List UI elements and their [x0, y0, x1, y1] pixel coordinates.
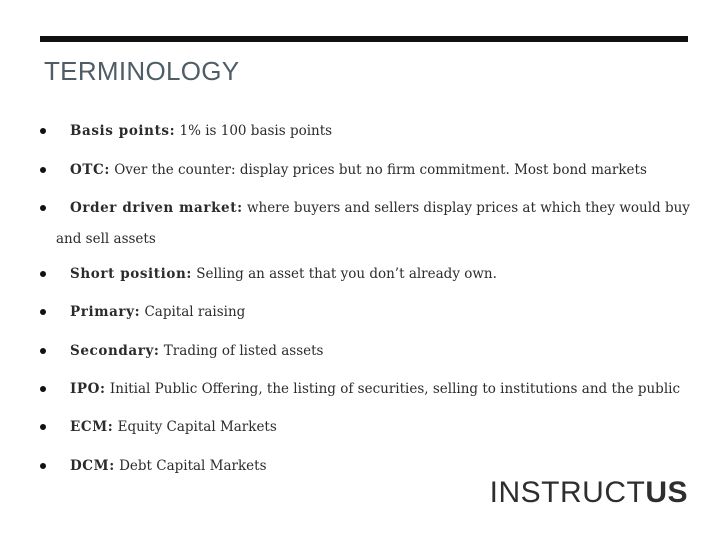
definition: Trading of listed assets	[159, 343, 324, 359]
term: DCM:	[70, 458, 115, 474]
bullet-dot	[40, 424, 46, 430]
term: Secondary:	[70, 343, 160, 359]
definition: Selling an asset that you don’t already own.	[191, 266, 497, 282]
bullet-dot	[40, 463, 46, 469]
definition: Equity Capital Markets	[113, 419, 277, 435]
definition-continued: and sell assets	[56, 231, 156, 247]
definition: Over the counter: display prices but no firm commitment. Most bond markets	[109, 162, 647, 178]
term: Short position:	[70, 266, 192, 282]
bullet-dot	[40, 386, 46, 392]
bullet-dot	[40, 167, 46, 173]
bullet-dot	[40, 348, 46, 354]
logo-bold: US	[645, 476, 688, 509]
term: ECM:	[70, 419, 114, 435]
definition: Debt Capital Markets	[114, 458, 267, 474]
definition: 1% is 100 basis points	[175, 123, 333, 139]
term: Primary:	[70, 304, 141, 320]
bullet-dot	[40, 128, 46, 134]
term: Order driven market:	[70, 200, 243, 216]
bullet-dot	[40, 271, 46, 277]
logo-regular: INSTRUCT	[489, 476, 646, 509]
definition: Initial Public Offering, the listing of securities, selling to institutions and the public	[105, 381, 681, 397]
bullet-dot	[40, 205, 46, 211]
instructus-logo	[490, 476, 688, 510]
term: IPO:	[70, 381, 106, 397]
term: Basis points:	[70, 123, 176, 139]
slide-title: TERMINOLOGY	[44, 56, 240, 86]
definition: Capital raising	[140, 304, 246, 320]
top-rule	[40, 36, 688, 42]
definition: where buyers and sellers display prices at which they would buy	[242, 200, 690, 216]
term: OTC:	[70, 162, 110, 178]
bullet-dot	[40, 309, 46, 315]
